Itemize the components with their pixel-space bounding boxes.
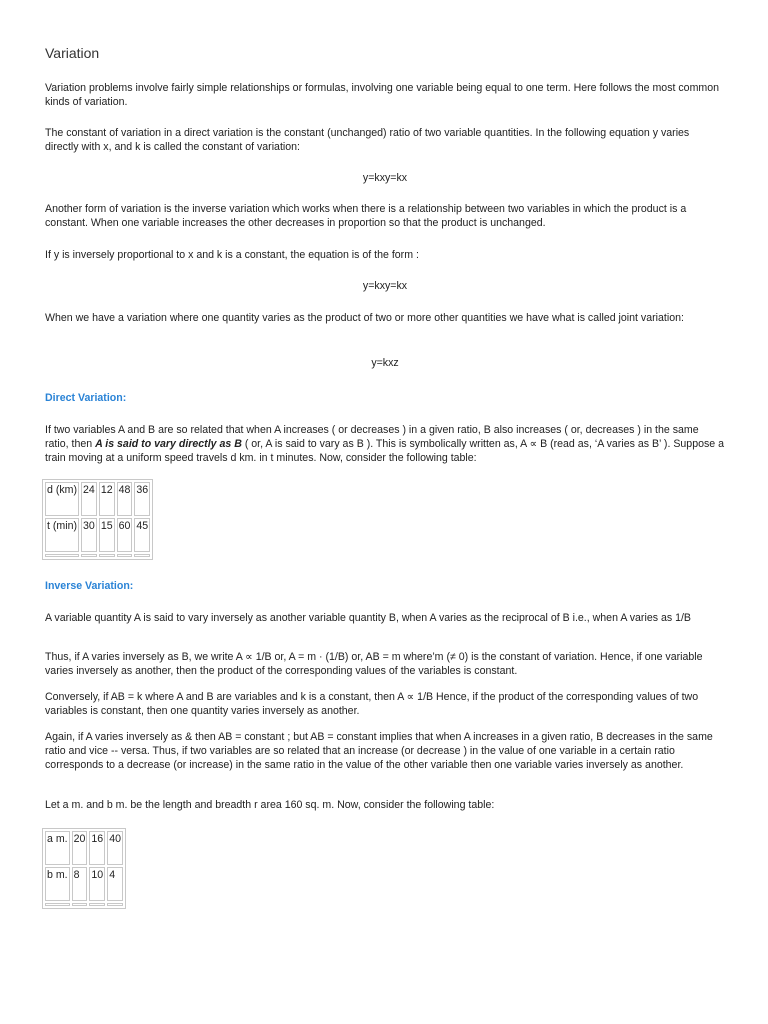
equation-inverse: y=kxy=kx xyxy=(362,280,408,292)
table-cell: 36 xyxy=(134,482,150,516)
paragraph-intro: Variation problems involve fairly simple relationships or formulas, involving one variable being equal to one term. Here follows the most common kinds of variation. xyxy=(45,82,720,108)
paragraph-inverse-intro: A variable quantity A is said to vary inversely as another variable quantity B, when A varies as the reciprocal of B i.e., when A varies as 1/B xyxy=(45,612,691,624)
table-cell: 16 xyxy=(89,831,105,865)
table-row xyxy=(45,831,123,865)
table-cell: 4 xyxy=(107,867,123,901)
direct-variation-table xyxy=(42,479,153,560)
heading-direct-variation: Direct Variation: xyxy=(45,392,127,404)
table-cell-label: t (min) xyxy=(45,518,79,552)
inverse-variation-table xyxy=(42,828,126,909)
paragraph-inverse-definition: Another form of variation is the inverse variation which works when there is a relationship between two variables in which the product is a constant. When one variable increases the other decreases in proportion so that the product is unchanged. xyxy=(45,203,687,229)
heading-inverse-variation: Inverse Variation: xyxy=(45,580,134,592)
table-cell-label: d (km) xyxy=(45,482,79,516)
table-cell: 10 xyxy=(89,867,105,901)
paragraph-area-example: Let a m. and b m. be the length and breadth r area 160 sq. m. Now, consider the following table: xyxy=(45,799,495,811)
table-cell-label: b m. xyxy=(45,867,70,901)
table-cell: 8 xyxy=(72,867,88,901)
paragraph-inverse-notation: Thus, if A varies inversely as B, we write A ∝ 1/B or, A = m · (1/B) or, AB = m where’m (≠ 0) is the constant of variation. Hence, if one variable varies inversely as another, then the product of the corresponding values of the variables is constant. xyxy=(45,651,703,677)
table-cell-label: a m. xyxy=(45,831,70,865)
paragraph-inverse-again: Again, if A varies inversely as & then AB = constant ; but AB = constant implies that when A increases in a given ratio, B decreases in the same ratio and vice -- versa. Thus, if two variables are so related that an increase (or decrease ) in the value of one variable in a certain ratio corresponds to a decrease (or increase) in the same ratio in the value of the other variable then one variable varies inversely as another. xyxy=(45,731,713,771)
paragraph-joint-definition: When we have a variation where one quantity varies as the product of two or more other quantities we have what is called joint variation: xyxy=(45,312,684,324)
table-cell: 40 xyxy=(107,831,123,865)
direct-intro-emphasis: A is said to vary directly as B xyxy=(95,438,242,450)
paragraph-direct-intro xyxy=(45,423,725,465)
table-cell: 24 xyxy=(81,482,97,516)
table-cell: 48 xyxy=(117,482,133,516)
direct-intro-part-b: ( or, A is said to vary as B ). This is symbolically written as, A ∝ B (read as, ‘A varies as B’ ). Suppose a train moving at a uniform speed travels d km. in t minutes. Now, consider the following table: xyxy=(45,438,724,464)
table-row-empty xyxy=(45,554,150,557)
direct-intro-part-a: If two variables A and B are so related that when A increases ( or decreases ) in a given ratio, B also increases ( or, decreases ) in the same ratio, then xyxy=(45,424,699,450)
paragraph-inverse-converse: Conversely, if AB = k where A and B are variables and k is a constant, then A ∝ 1/B Hence, if the product of the corresponding values of two variables is constant, then one quantity varies inversely as another. xyxy=(45,691,699,717)
table-row-empty xyxy=(45,903,123,906)
table-row xyxy=(45,518,150,552)
table-cell: 15 xyxy=(99,518,115,552)
table-cell: 45 xyxy=(134,518,150,552)
table-cell: 30 xyxy=(81,518,97,552)
table-row xyxy=(45,867,123,901)
table-cell: 20 xyxy=(72,831,88,865)
paragraph-inverse-form: If y is inversely proportional to x and k is a constant, the equation is of the form : xyxy=(45,249,419,261)
table-cell: 12 xyxy=(99,482,115,516)
table-row xyxy=(45,482,150,516)
equation-direct: y=kxy=kx xyxy=(362,172,408,184)
table-cell: 60 xyxy=(117,518,133,552)
paragraph-direct-definition: The constant of variation in a direct variation is the constant (unchanged) ratio of two variable quantities. In the following equation y varies directly with x, and k is called the constant of variation: xyxy=(45,127,690,153)
equation-joint: y=kxz xyxy=(371,357,399,369)
page-title: Variation xyxy=(45,45,100,61)
